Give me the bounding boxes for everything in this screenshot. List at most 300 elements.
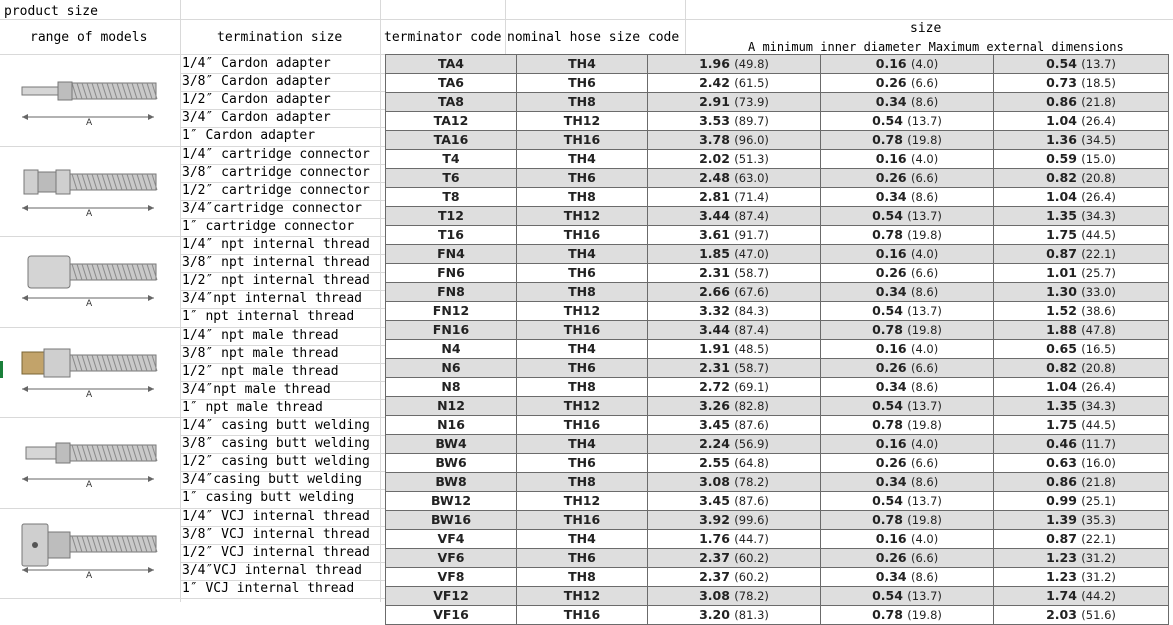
mm-value: (6.6) — [910, 266, 939, 280]
inch-value: 0.87 — [1046, 531, 1077, 546]
mm-value: (84.3) — [734, 304, 769, 318]
mm-value: (15.0) — [1081, 152, 1116, 166]
termination-size-cell: 3/8″ cartridge connector — [182, 164, 370, 180]
mm-value: (64.8) — [734, 456, 769, 470]
mm-value: (13.7) — [907, 209, 942, 223]
max-external-dimension-cell — [994, 473, 1169, 492]
row-marker — [0, 361, 3, 378]
inch-value: 3.32 — [699, 303, 730, 318]
length-a-cell — [648, 245, 821, 264]
inch-value: 0.99 — [1046, 493, 1077, 508]
min-inner-diameter-cell — [821, 131, 994, 150]
inch-value: 1.91 — [699, 341, 730, 356]
inch-value: 1.88 — [1046, 322, 1077, 337]
terminator-code-cell: FN6 — [386, 264, 517, 283]
max-external-dimension-cell — [994, 397, 1169, 416]
table-row — [386, 264, 1169, 283]
dimension-label: A — [86, 389, 93, 400]
table-row — [386, 359, 1169, 378]
mm-value: (8.6) — [910, 95, 939, 109]
mm-value: (18.5) — [1081, 76, 1116, 90]
terminator-code-cell: VF6 — [386, 549, 517, 568]
header-range-of-models: range of models — [30, 30, 148, 45]
hose-size-code-cell: TH16 — [517, 226, 648, 245]
inch-value: 0.78 — [872, 417, 903, 432]
table-row — [386, 549, 1169, 568]
inch-value: 1.52 — [1046, 303, 1077, 318]
mm-value: (8.6) — [910, 380, 939, 394]
table-row — [386, 131, 1169, 150]
mm-value: (22.1) — [1081, 532, 1116, 546]
inch-value: 0.54 — [872, 398, 903, 413]
length-a-cell — [648, 587, 821, 606]
min-inner-diameter-cell — [821, 226, 994, 245]
dimension-label: A — [86, 208, 93, 219]
inch-value: 1.39 — [1046, 512, 1077, 527]
table-row — [386, 283, 1169, 302]
max-external-dimension-cell — [994, 302, 1169, 321]
inch-value: 0.54 — [872, 588, 903, 603]
inch-value: 3.26 — [699, 398, 730, 413]
inch-value: 2.37 — [699, 550, 730, 565]
mm-value: (31.2) — [1081, 551, 1116, 565]
inch-value: 0.46 — [1046, 436, 1077, 451]
mm-value: (19.8) — [907, 228, 942, 242]
hose-size-code-cell: TH12 — [517, 302, 648, 321]
inch-value: 0.34 — [875, 94, 907, 109]
inch-value: 0.34 — [875, 284, 907, 299]
mm-value: (87.4) — [734, 323, 769, 337]
table-row — [386, 74, 1169, 93]
mm-value: (6.6) — [910, 76, 939, 90]
inch-value: 2.66 — [699, 284, 730, 299]
hose-size-code-cell: TH16 — [517, 511, 648, 530]
casing-butt-welding-icon — [4, 425, 176, 495]
inch-value: 2.72 — [699, 379, 730, 394]
terminator-code-cell: VF8 — [386, 568, 517, 587]
length-a-cell — [648, 416, 821, 435]
mm-value: (20.8) — [1081, 171, 1116, 185]
max-external-dimension-cell — [994, 55, 1169, 74]
mm-value: (47.0) — [734, 247, 769, 261]
termination-size-cell: 3/8″ Cardon adapter — [182, 74, 331, 90]
mm-value: (8.6) — [910, 285, 939, 299]
hose-size-code-cell: TH8 — [517, 568, 648, 587]
min-inner-diameter-cell — [821, 492, 994, 511]
mm-value: (19.8) — [907, 608, 942, 622]
inch-value: 3.61 — [699, 227, 730, 242]
terminator-code-cell: T16 — [386, 226, 517, 245]
min-inner-diameter-cell — [821, 397, 994, 416]
inch-value: 0.78 — [872, 607, 903, 622]
length-a-cell — [648, 74, 821, 93]
hose-size-code-cell: TH6 — [517, 264, 648, 283]
termination-size-cell: 3/4″casing butt welding — [182, 472, 363, 488]
table-row — [386, 606, 1169, 625]
mm-value: (19.8) — [907, 133, 942, 147]
table-row — [386, 587, 1169, 606]
table-row — [386, 511, 1169, 530]
table-row — [386, 568, 1169, 587]
length-a-cell — [648, 454, 821, 473]
table-row — [386, 245, 1169, 264]
inch-value: 0.54 — [872, 208, 903, 223]
hose-size-code-cell: TH6 — [517, 549, 648, 568]
hose-size-code-cell: TH16 — [517, 606, 648, 625]
hose-size-code-cell: TH12 — [517, 397, 648, 416]
inch-value: 1.75 — [1046, 417, 1077, 432]
terminator-code-cell: VF12 — [386, 587, 517, 606]
header-nominal-hose-size-code: nominal hose size code — [507, 30, 680, 45]
length-a-cell — [648, 112, 821, 131]
mm-value: (34.3) — [1081, 399, 1116, 413]
max-external-dimension-cell — [994, 112, 1169, 131]
mm-value: (87.6) — [734, 494, 769, 508]
hose-size-code-cell: TH6 — [517, 454, 648, 473]
hose-size-code-cell: TH4 — [517, 530, 648, 549]
min-inner-diameter-cell — [821, 112, 994, 131]
termination-size-cell: 1/2″ npt male thread — [182, 363, 339, 379]
hose-size-code-cell: TH6 — [517, 169, 648, 188]
dimension-label: A — [86, 480, 93, 490]
terminator-code-cell: TA6 — [386, 74, 517, 93]
min-inner-diameter-cell — [821, 74, 994, 93]
termination-size-cell: 3/4″npt internal thread — [182, 291, 363, 307]
inch-value: 2.31 — [699, 360, 730, 375]
length-a-cell — [648, 340, 821, 359]
inch-value: 2.48 — [699, 170, 730, 185]
mm-value: (26.4) — [1081, 380, 1116, 394]
mm-value: (21.8) — [1081, 475, 1116, 489]
mm-value: (87.4) — [734, 209, 769, 223]
inch-value: 1.76 — [699, 531, 730, 546]
mm-value: (33.0) — [1081, 285, 1116, 299]
mm-value: (19.8) — [907, 513, 942, 527]
inch-value: 1.30 — [1046, 284, 1077, 299]
length-a-cell — [648, 188, 821, 207]
header-terminator-code: terminator code — [384, 30, 502, 45]
mm-value: (82.8) — [734, 399, 769, 413]
termination-size-cell: 3/4″VCJ internal thread — [182, 562, 363, 578]
mm-value: (4.0) — [910, 247, 939, 261]
max-external-dimension-cell — [994, 359, 1169, 378]
terminator-code-cell: N16 — [386, 416, 517, 435]
mm-value: (8.6) — [910, 190, 939, 204]
table-row — [386, 302, 1169, 321]
inch-value: 0.86 — [1046, 474, 1077, 489]
min-inner-diameter-cell — [821, 606, 994, 625]
inch-value: 2.81 — [699, 189, 730, 204]
inch-value: 2.42 — [699, 75, 730, 90]
termination-size-cell: 1/4″ casing butt welding — [182, 418, 370, 433]
max-external-dimension-cell — [994, 549, 1169, 568]
mm-value: (4.0) — [910, 437, 939, 451]
termination-size-cell: 1″ cartridge connector — [182, 218, 355, 234]
mm-value: (20.8) — [1081, 361, 1116, 375]
mm-value: (73.9) — [734, 95, 769, 109]
terminator-code-cell: N12 — [386, 397, 517, 416]
mm-value: (47.8) — [1081, 323, 1116, 337]
termination-size-cell: 1″ VCJ internal thread — [182, 580, 355, 596]
inch-value: 1.23 — [1046, 550, 1077, 565]
max-external-dimension-cell — [994, 378, 1169, 397]
table-row — [386, 378, 1169, 397]
hose-size-code-cell: TH8 — [517, 473, 648, 492]
terminator-code-cell: N4 — [386, 340, 517, 359]
hose-size-code-cell: TH4 — [517, 435, 648, 454]
inch-value: 1.01 — [1046, 265, 1077, 280]
min-inner-diameter-cell — [821, 188, 994, 207]
max-external-dimension-cell — [994, 150, 1169, 169]
inch-value: 2.03 — [1046, 607, 1077, 622]
length-a-cell — [648, 606, 821, 625]
table-row — [386, 435, 1169, 454]
inch-value: 3.92 — [699, 512, 730, 527]
hose-size-code-cell: TH8 — [517, 283, 648, 302]
mm-value: (78.2) — [734, 589, 769, 603]
mm-value: (11.7) — [1081, 437, 1116, 451]
min-inner-diameter-cell — [821, 435, 994, 454]
mm-value: (44.7) — [734, 532, 769, 546]
min-inner-diameter-cell — [821, 454, 994, 473]
max-external-dimension-cell — [994, 245, 1169, 264]
inch-value: 1.04 — [1046, 189, 1077, 204]
mm-value: (16.0) — [1081, 456, 1116, 470]
table-row — [386, 473, 1169, 492]
mm-value: (63.0) — [734, 171, 769, 185]
max-external-dimension-cell — [994, 340, 1169, 359]
mm-value: (58.7) — [734, 361, 769, 375]
length-a-cell — [648, 264, 821, 283]
max-external-dimension-cell — [994, 530, 1169, 549]
table-row — [386, 530, 1169, 549]
length-a-cell — [648, 492, 821, 511]
mm-value: (96.0) — [734, 133, 769, 147]
mm-value: (4.0) — [910, 57, 939, 71]
dimension-label: A — [86, 118, 93, 128]
terminator-code-cell: TA4 — [386, 55, 517, 74]
mm-value: (13.7) — [907, 399, 942, 413]
max-external-dimension-cell — [994, 169, 1169, 188]
inch-value: 0.63 — [1046, 455, 1077, 470]
inch-value: 0.26 — [875, 265, 907, 280]
termination-size-cell: 3/8″ npt internal thread — [182, 255, 370, 271]
mm-value: (13.7) — [907, 589, 942, 603]
table-row — [386, 169, 1169, 188]
terminator-code-cell: T4 — [386, 150, 517, 169]
length-a-cell — [648, 473, 821, 492]
terminator-code-cell: BW8 — [386, 473, 517, 492]
mm-value: (19.8) — [907, 323, 942, 337]
inch-value: 2.55 — [699, 455, 730, 470]
min-inner-diameter-cell — [821, 587, 994, 606]
termination-size-cell: 1″ casing butt welding — [182, 490, 355, 506]
mm-value: (78.2) — [734, 475, 769, 489]
termination-size-cell: 1/4″ VCJ internal thread — [182, 508, 370, 524]
inch-value: 0.54 — [1046, 56, 1077, 71]
hose-size-code-cell: TH12 — [517, 207, 648, 226]
mm-value: (25.7) — [1081, 266, 1116, 280]
inch-value: 1.04 — [1046, 113, 1077, 128]
hose-size-code-cell: TH16 — [517, 416, 648, 435]
mm-value: (58.7) — [734, 266, 769, 280]
mm-value: (19.8) — [907, 418, 942, 432]
inch-value: 3.53 — [699, 113, 730, 128]
max-external-dimension-cell — [994, 283, 1169, 302]
length-a-cell — [648, 150, 821, 169]
termination-size-cell: 1/4″ npt male thread — [182, 327, 339, 343]
mm-value: (81.3) — [734, 608, 769, 622]
hose-size-code-cell: TH4 — [517, 245, 648, 264]
table-row — [386, 454, 1169, 473]
length-a-cell — [648, 359, 821, 378]
inch-value: 1.35 — [1046, 398, 1077, 413]
terminator-code-cell: FN4 — [386, 245, 517, 264]
mm-value: (38.6) — [1081, 304, 1116, 318]
mm-value: (13.7) — [907, 114, 942, 128]
min-inner-diameter-cell — [821, 416, 994, 435]
min-inner-diameter-cell — [821, 321, 994, 340]
inch-value: 2.31 — [699, 265, 730, 280]
inch-value: 0.34 — [875, 189, 907, 204]
inch-value: 0.65 — [1046, 341, 1077, 356]
termination-size-cell: 1/2″ Cardon adapter — [182, 92, 331, 108]
terminator-code-cell: BW12 — [386, 492, 517, 511]
hose-size-code-cell: TH8 — [517, 93, 648, 112]
length-a-cell — [648, 511, 821, 530]
inch-value: 1.35 — [1046, 208, 1077, 223]
terminator-code-cell: VF4 — [386, 530, 517, 549]
terminator-code-cell: BW4 — [386, 435, 517, 454]
mm-value: (8.6) — [910, 475, 939, 489]
terminator-code-cell: BW16 — [386, 511, 517, 530]
table-row — [386, 492, 1169, 511]
mm-value: (91.7) — [734, 228, 769, 242]
termination-size-cell: 3/8″ casing butt welding — [182, 436, 370, 452]
min-inner-diameter-cell — [821, 283, 994, 302]
min-inner-diameter-cell — [821, 93, 994, 112]
mm-value: (26.4) — [1081, 114, 1116, 128]
min-inner-diameter-cell — [821, 207, 994, 226]
max-external-dimension-cell — [994, 606, 1169, 625]
length-a-cell — [648, 568, 821, 587]
inch-value: 0.16 — [875, 151, 907, 166]
inch-value: 0.86 — [1046, 94, 1077, 109]
min-inner-diameter-cell — [821, 150, 994, 169]
min-inner-diameter-cell — [821, 378, 994, 397]
inch-value: 0.16 — [875, 436, 907, 451]
min-inner-diameter-cell — [821, 359, 994, 378]
inch-value: 0.34 — [875, 379, 907, 394]
mm-value: (48.5) — [734, 342, 769, 356]
min-inner-diameter-cell — [821, 568, 994, 587]
mm-value: (6.6) — [910, 171, 939, 185]
inch-value: 3.78 — [699, 132, 730, 147]
inch-value: 0.78 — [872, 227, 903, 242]
mm-value: (31.2) — [1081, 570, 1116, 584]
length-a-cell — [648, 397, 821, 416]
termination-size-cell: 3/8″ VCJ internal thread — [182, 526, 370, 542]
inch-value: 0.34 — [875, 474, 907, 489]
min-inner-diameter-cell — [821, 169, 994, 188]
mm-value: (25.1) — [1081, 494, 1116, 508]
length-a-cell — [648, 283, 821, 302]
mm-value: (89.7) — [734, 114, 769, 128]
terminator-code-cell: TA8 — [386, 93, 517, 112]
max-external-dimension-cell — [994, 131, 1169, 150]
table-row — [386, 416, 1169, 435]
mm-value: (16.5) — [1081, 342, 1116, 356]
terminator-code-cell: BW6 — [386, 454, 517, 473]
header-size: size — [910, 21, 942, 36]
inch-value: 3.08 — [699, 474, 730, 489]
inch-value: 3.20 — [699, 607, 730, 622]
inch-value: 0.54 — [872, 303, 903, 318]
min-inner-diameter-cell — [821, 340, 994, 359]
terminator-code-cell: FN16 — [386, 321, 517, 340]
termination-size-cell: 1/2″ VCJ internal thread — [182, 544, 370, 560]
hose-size-code-cell: TH16 — [517, 321, 648, 340]
terminator-code-cell: TA16 — [386, 131, 517, 150]
mm-value: (13.7) — [907, 304, 942, 318]
mm-value: (69.1) — [734, 380, 769, 394]
termination-size-cell: 3/8″ npt male thread — [182, 345, 339, 361]
size-table — [385, 54, 1169, 625]
max-external-dimension-cell — [994, 416, 1169, 435]
terminator-code-cell: N6 — [386, 359, 517, 378]
hose-size-code-cell: TH12 — [517, 112, 648, 131]
table-row — [386, 55, 1169, 74]
mm-value: (4.0) — [910, 532, 939, 546]
inch-value: 0.82 — [1046, 170, 1077, 185]
inch-value: 1.23 — [1046, 569, 1077, 584]
mm-value: (4.0) — [910, 152, 939, 166]
table-row — [386, 112, 1169, 131]
length-a-cell — [648, 207, 821, 226]
min-inner-diameter-cell — [821, 473, 994, 492]
mm-value: (35.3) — [1081, 513, 1116, 527]
inch-value: 1.36 — [1046, 132, 1077, 147]
termination-size-cell: 1″ Cardon adapter — [182, 128, 316, 144]
termination-size-cell: 3/4″cartridge connector — [182, 200, 363, 216]
termination-size-cell: 3/4″npt male thread — [182, 381, 331, 397]
max-external-dimension-cell — [994, 454, 1169, 473]
mm-value: (13.7) — [907, 494, 942, 508]
length-a-cell — [648, 530, 821, 549]
length-a-cell — [648, 435, 821, 454]
hose-size-code-cell: TH16 — [517, 131, 648, 150]
sheet-title: product size — [4, 4, 98, 19]
mm-value: (60.2) — [734, 570, 769, 584]
terminator-code-cell: T8 — [386, 188, 517, 207]
hose-size-code-cell: TH12 — [517, 587, 648, 606]
max-external-dimension-cell — [994, 435, 1169, 454]
mm-value: (34.3) — [1081, 209, 1116, 223]
table-row — [386, 93, 1169, 112]
dimension-label: A — [86, 299, 93, 309]
table-row — [386, 188, 1169, 207]
hose-size-code-cell: TH8 — [517, 188, 648, 207]
mm-value: (56.9) — [734, 437, 769, 451]
inch-value: 0.26 — [875, 455, 907, 470]
inch-value: 0.26 — [875, 360, 907, 375]
mm-value: (13.7) — [1081, 57, 1116, 71]
grid-line — [180, 598, 385, 599]
max-external-dimension-cell — [994, 511, 1169, 530]
mm-value: (4.0) — [910, 342, 939, 356]
min-inner-diameter-cell — [821, 530, 994, 549]
vcj-internal-thread-icon — [4, 516, 176, 586]
